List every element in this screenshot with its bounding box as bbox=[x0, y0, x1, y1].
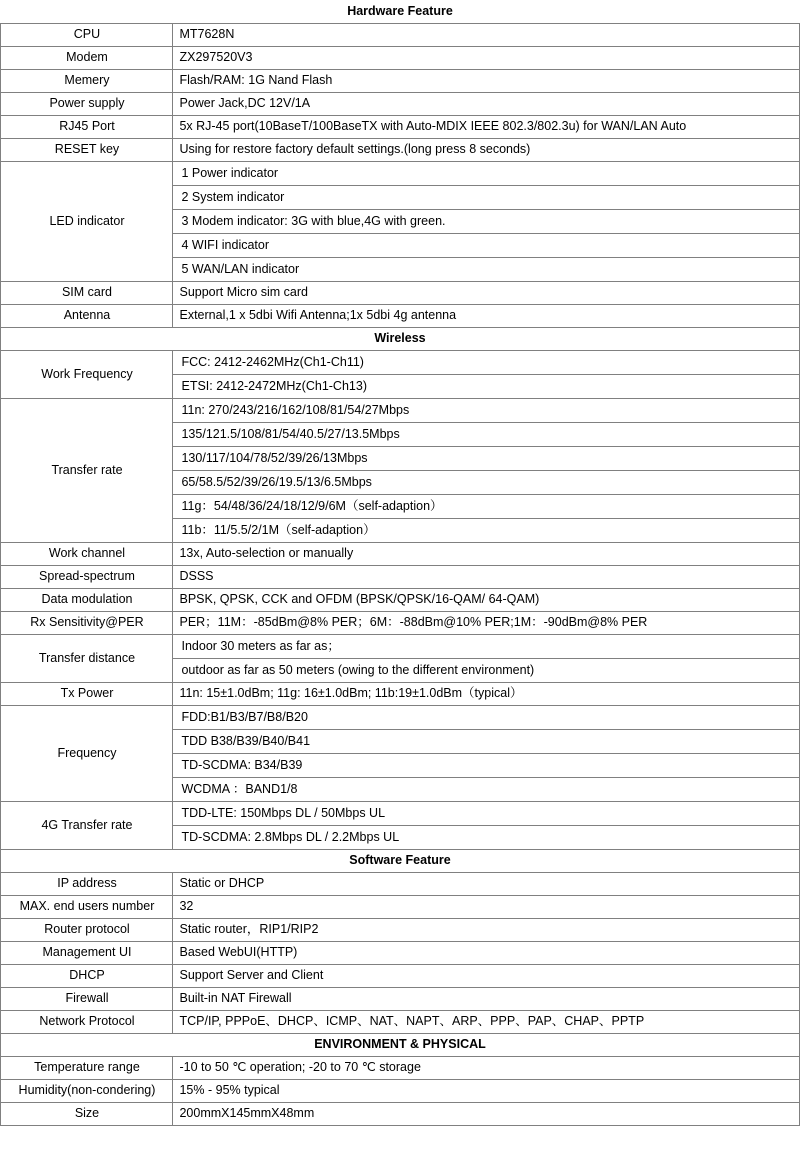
spec-label: Temperature range bbox=[1, 1056, 173, 1079]
spec-label: Tx Power bbox=[1, 682, 173, 705]
spec-value: Support Micro sim card bbox=[173, 281, 799, 304]
spec-label: Humidity(non-condering) bbox=[1, 1079, 173, 1102]
spec-row bbox=[1, 918, 799, 941]
spec-row bbox=[1, 611, 799, 634]
spec-row bbox=[1, 1102, 799, 1125]
spec-row bbox=[1, 634, 799, 682]
spec-row bbox=[1, 542, 799, 565]
spec-value: PER；11M：-85dBm@8% PER；6M：-88dBm@10% PER;1M：-90dBm@8% PER bbox=[173, 611, 799, 634]
spec-label: Network Protocol bbox=[1, 1010, 173, 1033]
spec-row bbox=[1, 588, 799, 611]
spec-row bbox=[1, 987, 799, 1010]
spec-row bbox=[1, 46, 799, 69]
spec-row bbox=[1, 895, 799, 918]
spec-row bbox=[1, 1079, 799, 1102]
section-header-row bbox=[1, 0, 799, 23]
spec-value-line: 11n: 270/243/216/162/108/81/54/27Mbps bbox=[173, 399, 798, 423]
spec-row bbox=[1, 304, 799, 327]
spec-value: -10 to 50 ℃ operation; -20 to 70 ℃ storage bbox=[173, 1056, 799, 1079]
spec-value-line: 1 Power indicator bbox=[173, 162, 798, 186]
spec-value: DSSS bbox=[173, 565, 799, 588]
spec-value-line: 5 WAN/LAN indicator bbox=[181, 261, 300, 276]
spec-row bbox=[1, 682, 799, 705]
spec-label: Size bbox=[1, 1102, 173, 1125]
spec-value-line: 11g：54/48/36/24/18/12/9/6M（self-adaption） bbox=[173, 495, 798, 519]
spec-value: BPSK, QPSK, CCK and OFDM (BPSK/QPSK/16-QAM/ 64-QAM) bbox=[173, 588, 799, 611]
section-title: Software Feature bbox=[1, 849, 799, 872]
spec-row bbox=[1, 69, 799, 92]
spec-value-line: 11b：11/5.5/2/1M（self-adaption） bbox=[181, 522, 376, 537]
spec-label: DHCP bbox=[1, 964, 173, 987]
spec-value: ZX297520V3 bbox=[173, 46, 799, 69]
spec-value: 200mmX145mmX48mm bbox=[173, 1102, 799, 1125]
spec-label: Rx Sensitivity@PER bbox=[1, 611, 173, 634]
spec-label: Transfer distance bbox=[1, 634, 173, 682]
spec-row bbox=[1, 1010, 799, 1033]
spec-label: Modem bbox=[1, 46, 173, 69]
spec-value bbox=[173, 350, 799, 398]
spec-value-line: TDD-LTE: 150Mbps DL / 50Mbps UL bbox=[173, 802, 798, 826]
spec-row bbox=[1, 1056, 799, 1079]
spec-row bbox=[1, 161, 799, 281]
spec-value: Flash/RAM: 1G Nand Flash bbox=[173, 69, 799, 92]
spec-value-line: 4 WIFI indicator bbox=[173, 234, 798, 258]
spec-value-line: 65/58.5/52/39/26/19.5/13/6.5Mbps bbox=[173, 471, 798, 495]
spec-label: Frequency bbox=[1, 705, 173, 801]
spec-value-line: TD-SCDMA: 2.8Mbps DL / 2.2Mbps UL bbox=[181, 829, 400, 844]
spec-label: IP address bbox=[1, 872, 173, 895]
spec-value: TCP/IP, PPPoE、DHCP、ICMP、NAT、NAPT、ARP、PPP、PAP、CHAP、PPTP bbox=[173, 1010, 799, 1033]
spec-value: Static or DHCP bbox=[173, 872, 799, 895]
spec-row bbox=[1, 281, 799, 304]
spec-row bbox=[1, 115, 799, 138]
spec-value: 32 bbox=[173, 895, 799, 918]
spec-label: Router protocol bbox=[1, 918, 173, 941]
section-title: Wireless bbox=[1, 327, 799, 350]
spec-value: MT7628N bbox=[173, 23, 799, 46]
section-header-row bbox=[1, 327, 799, 350]
spec-label: LED indicator bbox=[1, 161, 173, 281]
spec-label: Memery bbox=[1, 69, 173, 92]
spec-row bbox=[1, 92, 799, 115]
spec-value: Using for restore factory default settings.(long press 8 seconds) bbox=[173, 138, 799, 161]
spec-row bbox=[1, 872, 799, 895]
section-header-row bbox=[1, 1033, 799, 1056]
spec-label: RJ45 Port bbox=[1, 115, 173, 138]
spec-value: 15% - 95% typical bbox=[173, 1079, 799, 1102]
spec-value bbox=[173, 634, 799, 682]
spec-value-line: 135/121.5/108/81/54/40.5/27/13.5Mbps bbox=[173, 423, 798, 447]
spec-row bbox=[1, 138, 799, 161]
spec-value bbox=[173, 705, 799, 801]
spec-value: 5x RJ-45 port(10BaseT/100BaseTX with Auto-MDIX IEEE 802.3/802.3u) for WAN/LAN Auto bbox=[173, 115, 799, 138]
spec-label: RESET key bbox=[1, 138, 173, 161]
spec-value-line: outdoor as far as 50 meters (owing to the different environment) bbox=[181, 662, 535, 677]
spec-label: MAX. end users number bbox=[1, 895, 173, 918]
spec-value bbox=[173, 801, 799, 849]
spec-value-line: 2 System indicator bbox=[173, 186, 798, 210]
spec-value-line: ETSI: 2412-2472MHz(Ch1-Ch13) bbox=[181, 378, 367, 393]
spec-value-line: FDD:B1/B3/B7/B8/B20 bbox=[173, 706, 798, 730]
spec-row bbox=[1, 941, 799, 964]
spec-value: Power Jack,DC 12V/1A bbox=[173, 92, 799, 115]
spec-label: CPU bbox=[1, 23, 173, 46]
spec-value-line: TD-SCDMA: B34/B39 bbox=[173, 754, 798, 778]
spec-label: Work Frequency bbox=[1, 350, 173, 398]
spec-label: SIM card bbox=[1, 281, 173, 304]
spec-value: Built-in NAT Firewall bbox=[173, 987, 799, 1010]
spec-row bbox=[1, 964, 799, 987]
spec-value: Support Server and Client bbox=[173, 964, 799, 987]
section-header-row bbox=[1, 849, 799, 872]
spec-value-line: 3 Modem indicator: 3G with blue,4G with green. bbox=[173, 210, 798, 234]
spec-label: Work channel bbox=[1, 542, 173, 565]
spec-label: 4G Transfer rate bbox=[1, 801, 173, 849]
spec-value-line: FCC: 2412-2462MHz(Ch1-Ch11) bbox=[173, 351, 798, 375]
spec-value-line: TDD B38/B39/B40/B41 bbox=[173, 730, 798, 754]
spec-value: External,1 x 5dbi Wifi Antenna;1x 5dbi 4g antenna bbox=[173, 304, 799, 327]
spec-label: Spread-spectrum bbox=[1, 565, 173, 588]
spec-label: Data modulation bbox=[1, 588, 173, 611]
spec-value: Based WebUI(HTTP) bbox=[173, 941, 799, 964]
spec-value bbox=[173, 398, 799, 542]
specification-table-body bbox=[1, 0, 799, 1125]
spec-row bbox=[1, 565, 799, 588]
spec-label: Firewall bbox=[1, 987, 173, 1010]
spec-label: Power supply bbox=[1, 92, 173, 115]
spec-value: 13x, Auto-selection or manually bbox=[173, 542, 799, 565]
spec-value-line: 130/117/104/78/52/39/26/13Mbps bbox=[173, 447, 798, 471]
spec-label: Transfer rate bbox=[1, 398, 173, 542]
spec-value: 11n: 15±1.0dBm; 11g: 16±1.0dBm; 11b:19±1.0dBm（typical） bbox=[173, 682, 799, 705]
section-title: ENVIRONMENT & PHYSICAL bbox=[1, 1033, 799, 1056]
spec-row bbox=[1, 23, 799, 46]
section-title: Hardware Feature bbox=[1, 0, 799, 23]
spec-value: Static router，RIP1/RIP2 bbox=[173, 918, 799, 941]
spec-row bbox=[1, 398, 799, 542]
spec-value bbox=[173, 161, 799, 281]
spec-value-line: WCDMA ：BAND1/8 bbox=[181, 781, 298, 796]
spec-row bbox=[1, 801, 799, 849]
spec-value-line: Indoor 30 meters as far as； bbox=[173, 635, 798, 659]
spec-label: Management UI bbox=[1, 941, 173, 964]
spec-row bbox=[1, 350, 799, 398]
spec-row bbox=[1, 705, 799, 801]
spec-label: Antenna bbox=[1, 304, 173, 327]
